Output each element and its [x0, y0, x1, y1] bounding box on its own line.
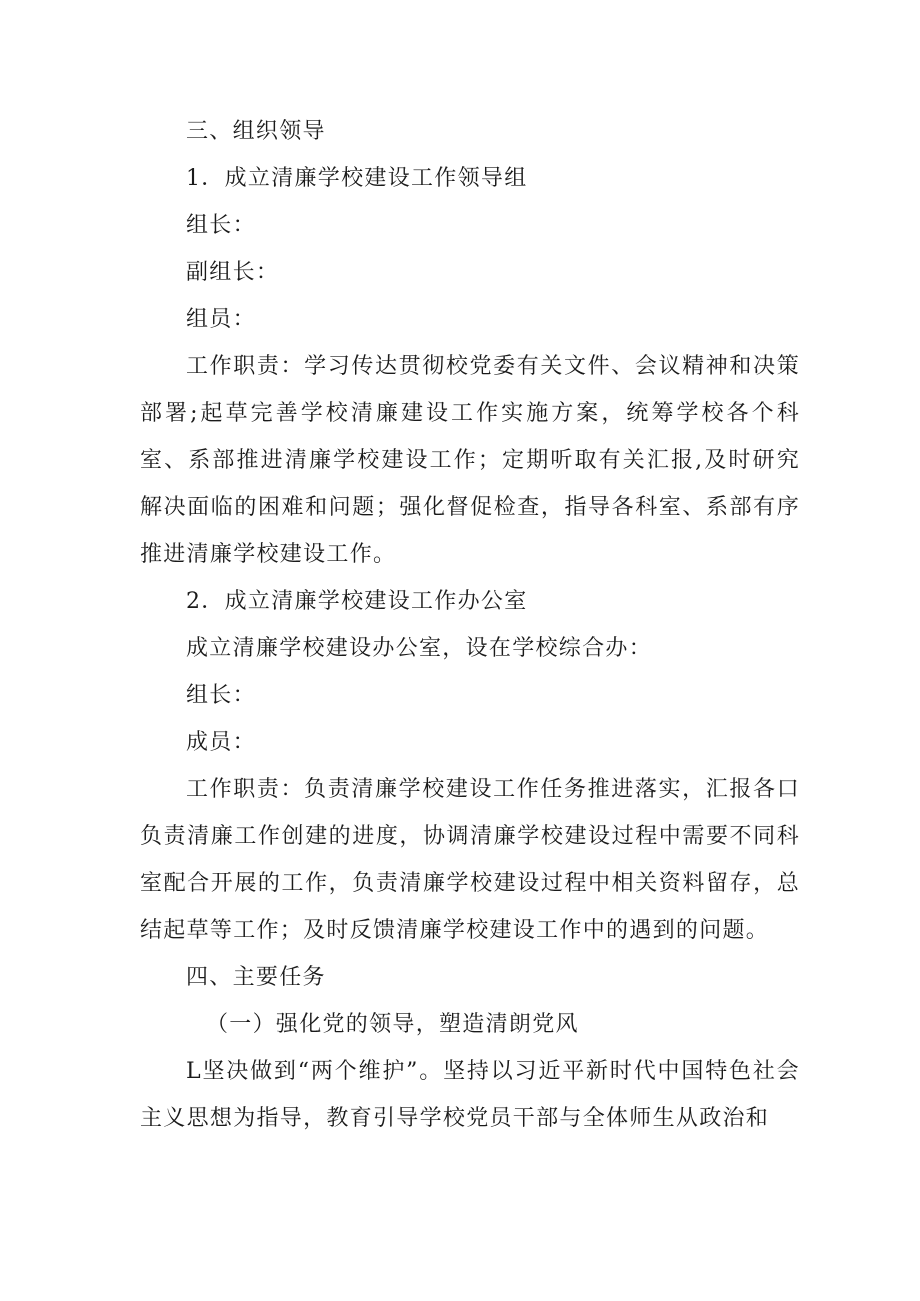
subsection-heading-party-leadership: （一）强化党的领导，塑造清朗党风	[206, 1012, 579, 1037]
leading-group-duties: 工作职责：学习传达贯彻校党委有关文件、会议精神和决策部署;起草完善学校清廉建设工作实施方案，统筹学校各个科室、系部推进清廉学校建设工作；定期听取有关汇报,及时研究解决面临的困难和问题；强化督促检查，指导各科室、系部有序推进清廉学校建设工作。	[140, 354, 800, 567]
office-leader-line: 组长：	[186, 683, 256, 708]
section-heading-organization: 三、组织领导	[186, 119, 326, 144]
group-leader-line: 组长：	[186, 213, 256, 238]
section-heading-main-tasks: 四、主要任务	[186, 965, 326, 990]
item-leading-group-heading: 1．成立清廉学校建设工作领导组	[186, 166, 528, 191]
office-members-line: 成员：	[186, 730, 256, 755]
office-setup-line: 成立清廉学校建设办公室，设在学校综合办：	[186, 636, 653, 661]
document-body	[140, 108, 800, 1142]
office-duties: 工作职责：负责清廉学校建设工作任务推进落实，汇报各口负责清廉工作创建的进度，协调清廉学校建设过程中需要不同科室配合开展的工作，负责清廉学校建设过程中相关资料留存，总结起草等工作；及时反馈清廉学校建设工作中的遇到的问题。	[140, 777, 800, 943]
task-two-safeguards: L坚决做到“两个维护”。坚持以习近平新时代中国特色社会主义思想为指导，教育引导学校党员干部与全体师生从政治和	[140, 1059, 800, 1131]
item-office-heading: 2．成立清廉学校建设工作办公室	[186, 589, 528, 614]
deputy-leader-line: 副组长：	[186, 260, 280, 285]
group-members-line: 组员：	[186, 307, 256, 332]
